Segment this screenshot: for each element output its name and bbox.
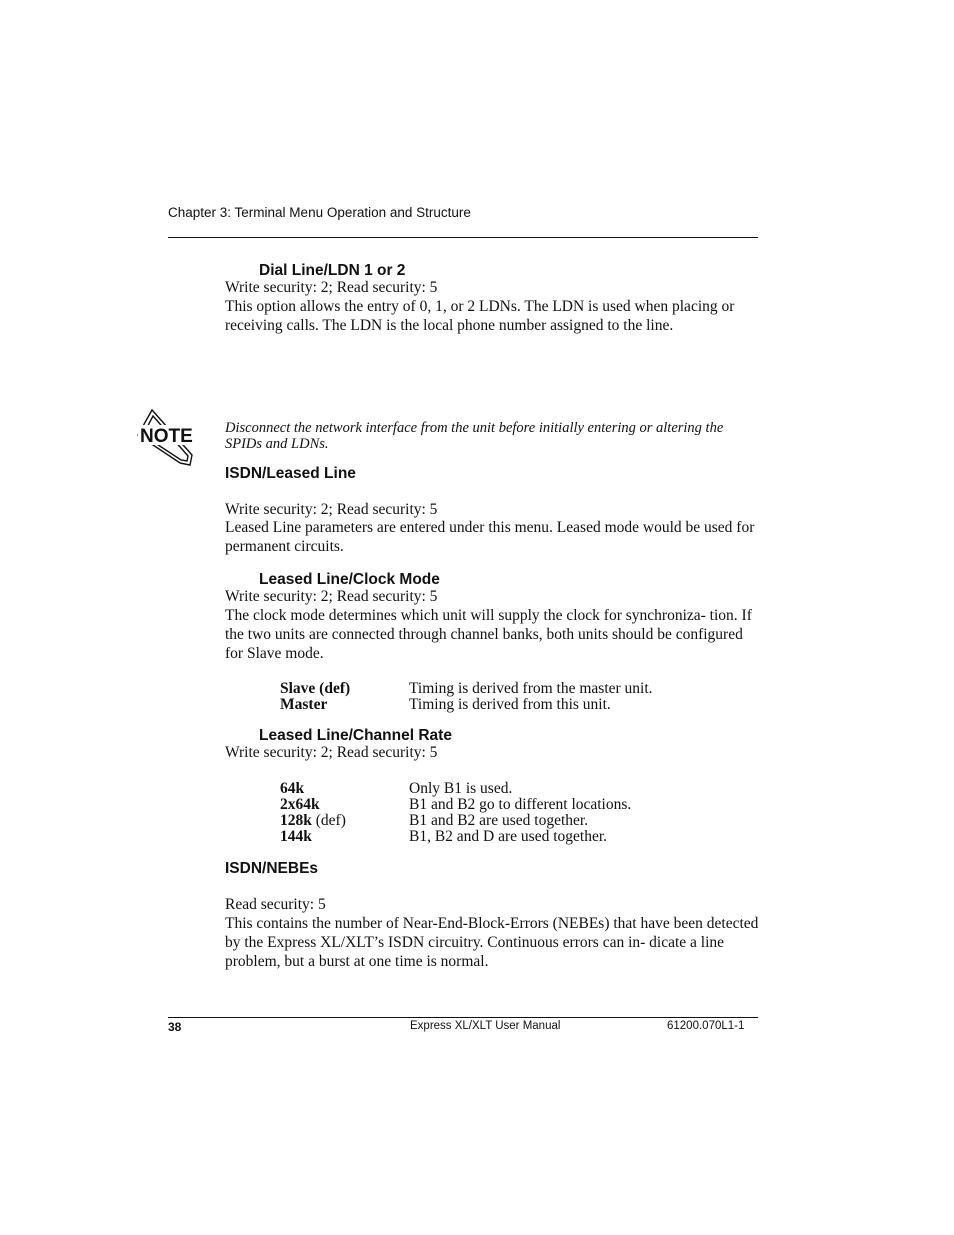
option-name: 128k [280,812,312,829]
option-row [280,781,631,797]
page-number: 38 [168,1020,182,1034]
section-heading-clock-mode: Leased Line/Clock Mode [259,571,440,588]
section-heading-isdn-leased: ISDN/Leased Line [225,465,356,482]
option-description: Timing is derived from this unit. [409,696,611,713]
option-name: 64k [280,780,305,797]
document-number: 61200.070L1-1 [667,1020,745,1032]
section-heading-nebes: ISDN/NEBEs [225,860,319,877]
section-heading-dial-line: Dial Line/LDN 1 or 2 [259,262,406,279]
isdn-leased-paragraph: Leased Line parameters are entered under this menu. Leased mode would be used for permanent circuits. [225,519,755,555]
option-name: 144k [280,828,312,845]
chapter-header: Chapter 3: Terminal Menu Operation and Structure [168,205,471,220]
isdn-leased-security: Write security: 2; Read security: 5 [225,501,438,518]
section-heading-channel-rate: Leased Line/Channel Rate [259,727,452,744]
option-suffix: (def) [311,812,346,829]
option-row [280,813,631,829]
nebes-security: Read security: 5 [225,896,326,913]
dial-line-paragraph: This option allows the entry of 0, 1, or 2 LDNs. The LDN is used when placing or receiving calls. The LDN is the local phone number assigned to the line. [225,298,735,334]
option-row [280,797,631,813]
note-text: Disconnect the network interface from the unit before initially entering or altering the SPIDs and LDNs. [225,420,724,452]
option-description: Timing is derived from the master unit. [409,680,653,697]
option-description: B1 and B2 are used together. [409,812,589,829]
option-row [280,697,653,713]
option-description: B1, B2 and D are used together. [409,828,608,845]
option-name: Master [280,696,328,713]
option-name: 2x64k [280,796,320,813]
option-row [280,829,631,845]
channel-rate-options [280,781,631,845]
option-row [280,681,653,697]
option-description: Only B1 is used. [409,780,513,797]
clock-mode-options [280,681,653,713]
manual-title: Express XL/XLT User Manual [410,1020,561,1032]
option-name: Slave (def) [280,680,351,697]
footer-divider [168,1017,758,1018]
nebes-paragraph: This contains the number of Near-End-Block-Errors (NEBEs) that have been detected by the Express XL/XLT’s ISDN circuitry. Continuous errors can in- dicate a line problem, but a burst at one time is normal. [225,915,759,970]
channel-rate-security: Write security: 2; Read security: 5 [225,744,438,761]
clock-mode-security: Write security: 2; Read security: 5 [225,588,438,605]
header-divider [168,237,758,238]
clock-mode-paragraph: The clock mode determines which unit will supply the clock for synchroniza- tion. If the two units are connected through channel banks, both units should be configured for Slave mode. [225,607,752,662]
dial-line-security: Write security: 2; Read security: 5 [225,279,438,296]
option-description: B1 and B2 go to different locations. [409,796,632,813]
note-icon [134,405,196,469]
note-icon-label: NOTE [140,426,193,447]
